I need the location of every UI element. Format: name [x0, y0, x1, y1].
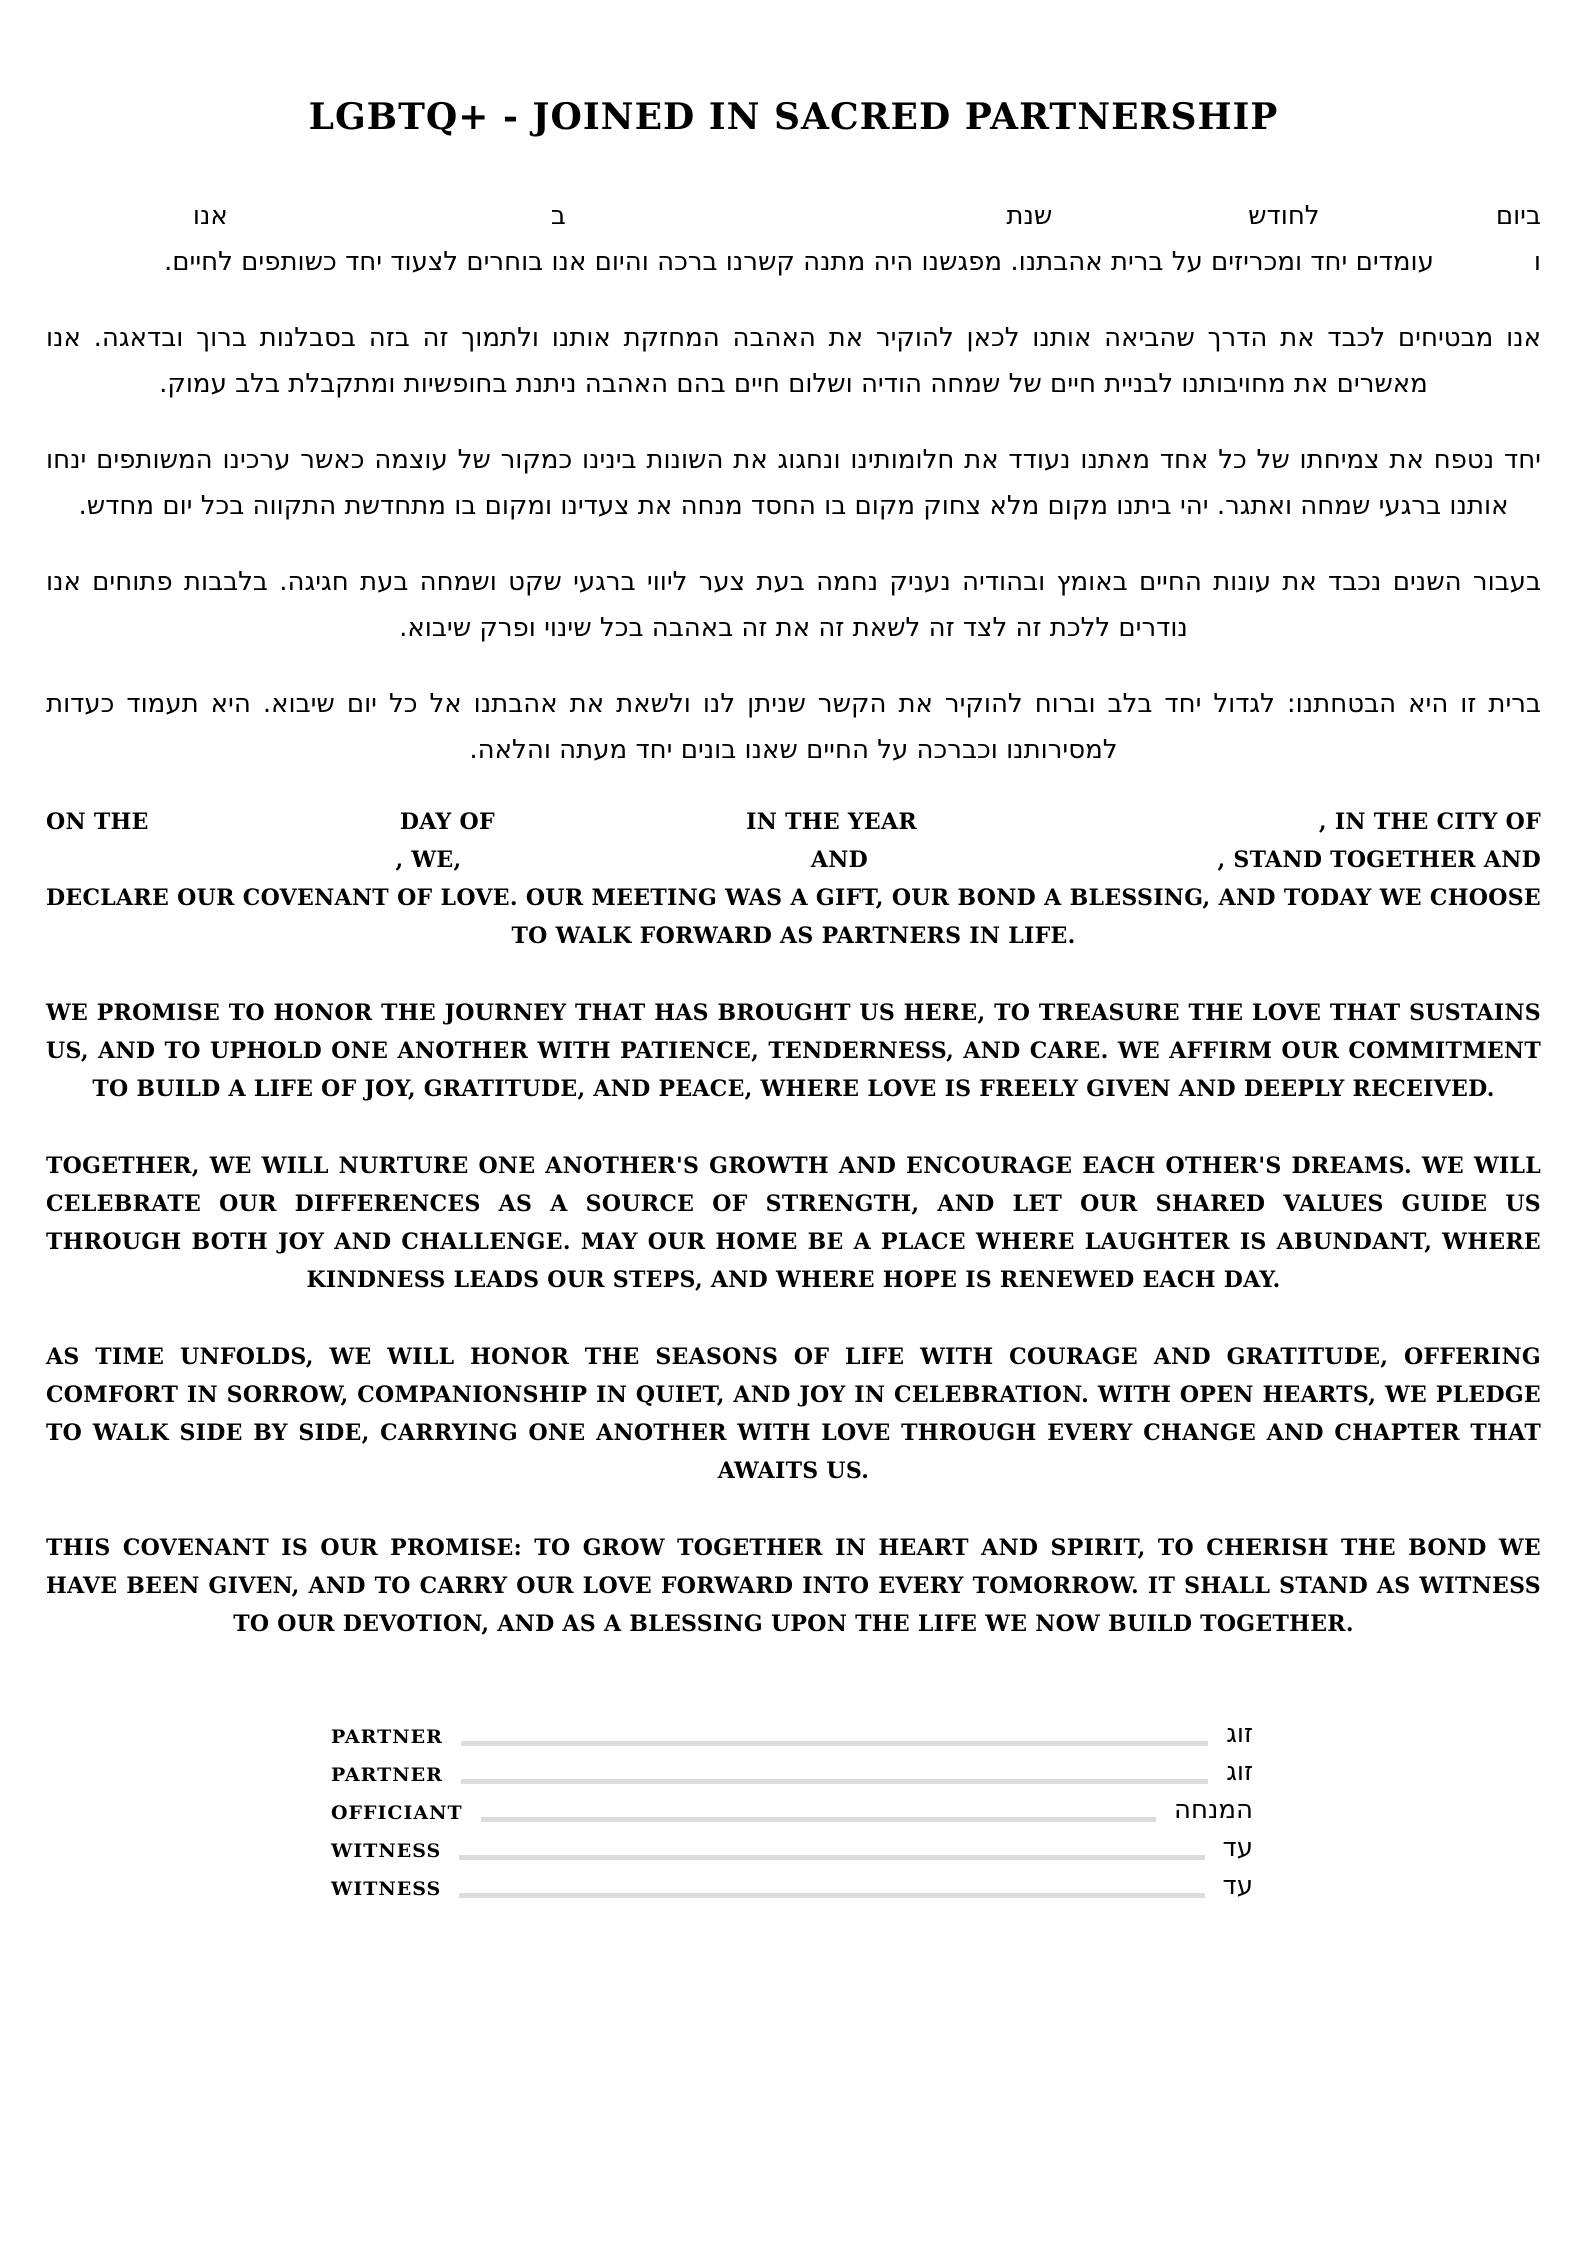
signature-label: PARTNER: [331, 1726, 443, 1748]
hebrew-fill-line-1: [46, 193, 1541, 239]
signature-label: OFFICIANT: [331, 1802, 463, 1824]
blank-partner2-name: [868, 866, 1217, 867]
blank-city: [46, 866, 395, 867]
english-label-day-of: DAY OF: [399, 809, 495, 835]
hebrew-label-and: ו: [1533, 247, 1541, 277]
blank-city: [228, 223, 551, 224]
document-title: LGBTQ+ - JOINED IN SACRED PARTNERSHIP: [308, 96, 1279, 138]
english-label-on-the: ON THE: [46, 809, 149, 835]
english-label-we: , WE,: [395, 847, 462, 873]
hebrew-paragraph: ברית זו היא הבטחתנו: לגדול יחד בלב וברוח להוקיר את הקשר שניתן לנו ולשאת את אהבתנו אל כל יום שיבוא. היא תעמוד כעדות למסירותנו וכברכה על החיים שאנו בונים יחד מעתה והלאה.: [46, 689, 1541, 765]
english-paragraph: WE PROMISE TO HONOR THE JOURNEY THAT HAS BROUGHT US HERE, TO TREASURE THE LOVE THAT SUSTAINS US, AND TO UPHOLD ONE ANOTHER WITH PATIENCE, TENDERNESS, AND CARE. WE AFFIRM OUR COMMITMENT TO BUILD A LIFE OF JOY, GRATITUDE, AND PEACE, WHERE LOVE IS FREELY GIVEN AND DEEPLY RECEIVED.: [46, 1000, 1541, 1102]
signature-hebrew-label: המנחה: [1173, 1795, 1253, 1825]
english-label-and: AND: [810, 847, 869, 873]
english-section: [46, 803, 1541, 1643]
signature-row-witness-2: [331, 1863, 1253, 1901]
signature-row-partner-2: [331, 1749, 1253, 1787]
blank-day: [149, 828, 400, 829]
english-label-in-the-year: IN THE YEAR: [746, 809, 917, 835]
english-label-in-the-city-of: , IN THE CITY OF: [1318, 809, 1541, 835]
signature-row-officiant: [331, 1787, 1253, 1825]
hebrew-label-on-day: ביום: [1495, 201, 1541, 231]
hebrew-fill-line-2: [46, 239, 1541, 285]
english-fill-text: DECLARE OUR COVENANT OF LOVE. OUR MEETING WAS A GIFT, OUR BOND A BLESSING, AND TODAY WE CHOOSE TO WALK FORWARD AS PARTNERS IN LIFE.: [46, 885, 1541, 949]
blank-day: [1320, 223, 1496, 224]
english-label-stand-together: , STAND TOGETHER AND: [1217, 847, 1541, 873]
blank-partner1-name: [46, 223, 193, 224]
hebrew-label-year: שנת: [1006, 201, 1053, 231]
english-paragraph: AS TIME UNFOLDS, WE WILL HONOR THE SEASONS OF LIFE WITH COURAGE AND GRATITUDE, OFFERING COMFORT IN SORROW, COMPANIONSHIP IN QUIET, AND JOY IN CELEBRATION. WITH OPEN HEARTS, WE PLEDGE TO WALK SIDE BY SIDE, CARRYING ONE ANOTHER WITH LOVE THROUGH EVERY CHANGE AND CHAPTER THAT AWAITS US.: [46, 1344, 1541, 1484]
hebrew-label-of-month: לחודש: [1248, 201, 1320, 231]
blank-month: [495, 828, 746, 829]
hebrew-label-in-city: ב: [550, 201, 566, 231]
english-fill-paragraph: [46, 803, 1541, 955]
hebrew-paragraph: אנו מבטיחים לכבד את הדרך שהביאה אותנו לכאן להוקיר את האהבה המחזקת אותנו ולתמוך זה בזה בסבלנות ברוך ובדאגה. אנו מאשרים את מחויבותנו לבניית חיים של שמחה הודיה ושלום חיים בהם האהבה ניתנת בחופשיות ומתקבלת בלב עמוק.: [46, 323, 1541, 399]
signature-line: [481, 1817, 1156, 1822]
blank-year: [917, 828, 1319, 829]
blank-partner2-name: [1434, 269, 1534, 270]
signature-line: [459, 1855, 1204, 1860]
blank-partner1-name: [461, 866, 810, 867]
signature-label: WITNESS: [331, 1840, 442, 1862]
english-paragraph: TOGETHER, WE WILL NURTURE ONE ANOTHER'S GROWTH AND ENCOURAGE EACH OTHER'S DREAMS. WE WILL CELEBRATE OUR DIFFERENCES AS A SOURCE OF STRENGTH, AND LET OUR SHARED VALUES GUIDE US THROUGH BOTH JOY AND CHALLENGE. MAY OUR HOME BE A PLACE WHERE LAUGHTER IS ABUNDANT, WHERE KINDNESS LEADS OUR STEPS, AND WHERE HOPE IS RENEWED EACH DAY.: [46, 1153, 1541, 1293]
signature-hebrew-label: זוג: [1226, 1757, 1253, 1787]
signature-hebrew-label: זוג: [1226, 1719, 1253, 1749]
signature-label: PARTNER: [331, 1764, 443, 1786]
signature-row-partner-1: [331, 1711, 1253, 1749]
signature-label: WITNESS: [331, 1878, 442, 1900]
hebrew-label-we: אנו: [192, 201, 228, 231]
signature-block: [331, 1711, 1253, 1901]
hebrew-paragraph: בעבור השנים נכבד את עונות החיים באומץ ובהודיה נעניק נחמה בעת צער ליווי ברגעי שקט ושמחה בעת חגיגה. בלבבות פתוחים אנו נודרים ללכת זה לצד זה לשאת זה את זה באהבה בכל שינוי ופרק שיבוא.: [46, 567, 1541, 643]
blank-month: [1052, 223, 1248, 224]
hebrew-paragraph: יחד נטפח את צמיחתו של כל אחד מאתנו נעודד את חלומותינו ונחגוג את השונות בינינו כמקור של עוצמה כאשר ערכינו המשותפים ינחו אותנו ברגעי שמחה ואתגר. יהי ביתנו מקום מלא צחוק מקום בו החסד מנחה את צעדינו ומקום בו מתחדשת התקווה בכל יום מחדש.: [46, 445, 1541, 521]
hebrew-fill-text: עומדים יחד ומכריזים על ברית אהבתנו. מפגשנו היה מתנה קשרנו ברכה והיום אנו בוחרים לצעוד יחד כשותפים לחיים.: [163, 247, 1434, 277]
signature-row-witness-1: [331, 1825, 1253, 1863]
signature-line: [461, 1779, 1208, 1784]
english-fill-line-1: [46, 803, 1541, 841]
hebrew-fill-paragraph: [46, 193, 1541, 285]
signature-hebrew-label: עד: [1222, 1871, 1253, 1901]
signature-line: [459, 1893, 1204, 1898]
english-paragraph: THIS COVENANT IS OUR PROMISE: TO GROW TOGETHER IN HEART AND SPIRIT, TO CHERISH THE BOND WE HAVE BEEN GIVEN, AND TO CARRY OUR LOVE FORWARD INTO EVERY TOMORROW. IT SHALL STAND AS WITNESS TO OUR DEVOTION, AND AS A BLESSING UPON THE LIFE WE NOW BUILD TOGETHER.: [46, 1535, 1541, 1637]
blank-year: [566, 223, 1007, 224]
signature-line: [461, 1741, 1208, 1746]
english-fill-line-2: [46, 841, 1541, 879]
signature-hebrew-label: עד: [1222, 1833, 1253, 1863]
